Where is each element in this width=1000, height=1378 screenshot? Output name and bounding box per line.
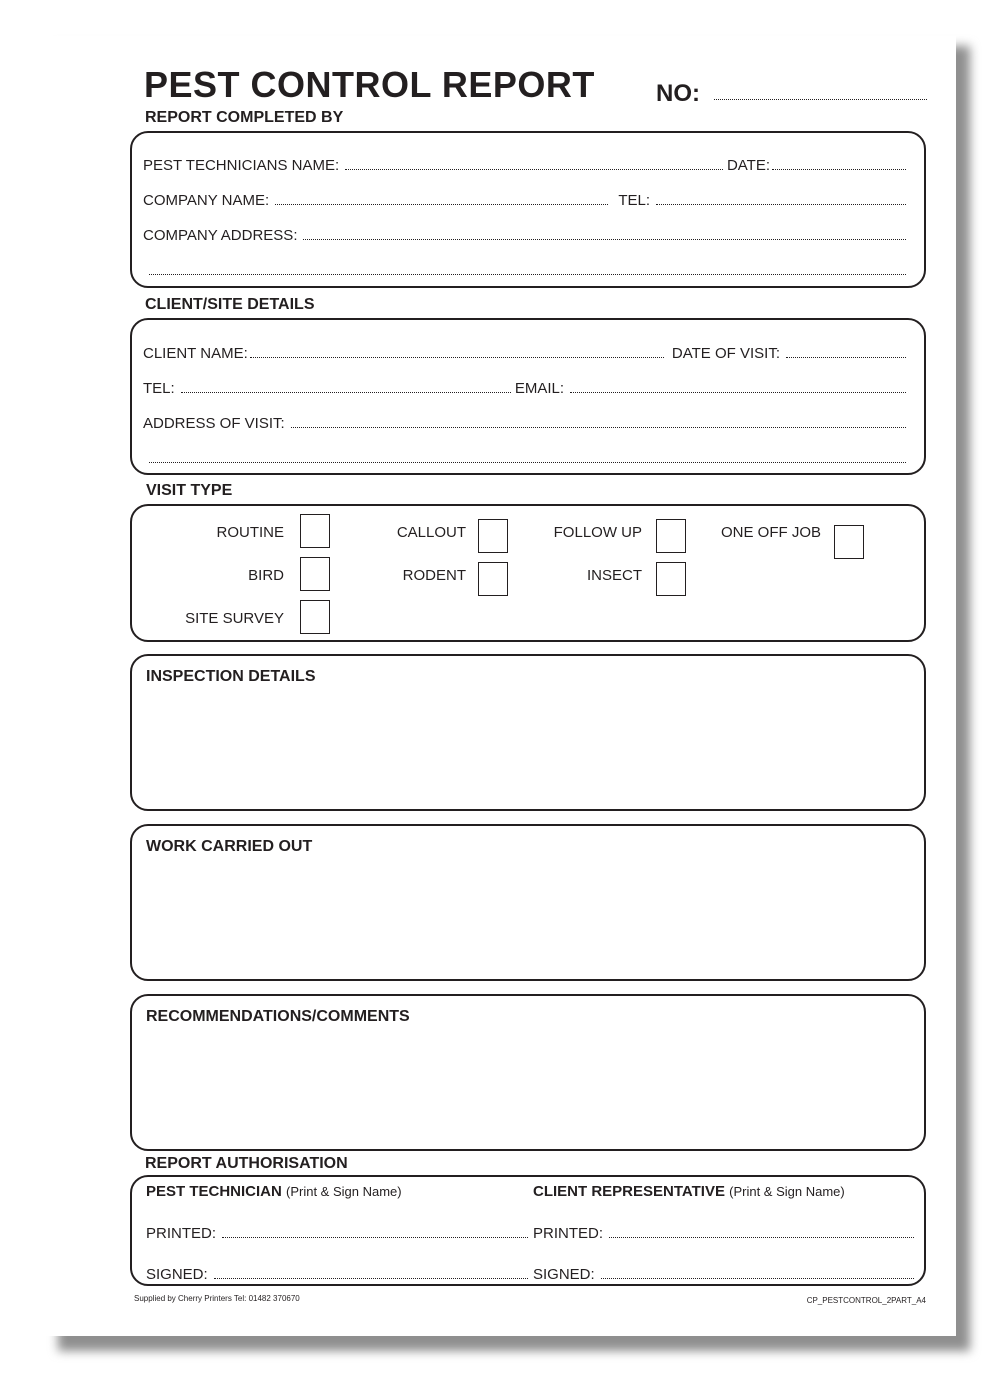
tech-printed-label: PRINTED:	[146, 1225, 217, 1242]
inspection-details-box[interactable]	[130, 654, 926, 811]
client-tel-field[interactable]	[181, 391, 511, 393]
client-auth-heading: CLIENT REPRESENTATIVE	[533, 1183, 725, 1200]
client-contact-row	[143, 377, 910, 397]
option-label-follow-up: FOLLOW UP	[553, 524, 642, 541]
option-label-site-survey: SITE SURVEY	[185, 610, 284, 627]
visit-address-row-2	[143, 447, 910, 467]
option-label-routine: ROUTINE	[216, 524, 284, 541]
date-label: DATE:	[726, 157, 770, 174]
form-page	[44, 36, 956, 1336]
company-address-label: COMPANY ADDRESS:	[143, 227, 298, 244]
company-address-field[interactable]	[303, 238, 906, 240]
client-printed-row	[533, 1222, 914, 1242]
company-name-field[interactable]	[275, 203, 608, 205]
section-heading-completed-by: REPORT COMPLETED BY	[145, 109, 344, 126]
option-label-insect: INSECT	[586, 567, 642, 584]
page-title: PEST CONTROL REPORT	[144, 64, 595, 105]
tech-signed-label: SIGNED:	[146, 1266, 208, 1283]
recommendations-box[interactable]	[130, 994, 926, 1151]
section-heading-authorisation: REPORT AUTHORISATION	[145, 1155, 348, 1172]
tech-auth-note: (Print & Sign Name)	[286, 1184, 402, 1199]
checkbox-one-off-job[interactable]	[834, 525, 864, 559]
tech-signed-field[interactable]	[214, 1277, 528, 1279]
visit-type-box	[130, 504, 926, 642]
footer-code: CP_PESTCONTROL_2PART_A4	[806, 1296, 926, 1305]
option-label-bird: BIRD	[248, 567, 284, 584]
email-field[interactable]	[570, 391, 906, 393]
company-tel-field[interactable]	[656, 203, 906, 205]
tech-printed-field[interactable]	[222, 1236, 528, 1238]
checkbox-callout[interactable]	[478, 519, 508, 553]
option-label-one-off-job: ONE OFF JOB	[721, 524, 822, 541]
company-address-field-2[interactable]	[149, 273, 906, 275]
section-heading-client: CLIENT/SITE DETAILS	[145, 296, 315, 313]
tech-printed-row	[146, 1222, 528, 1242]
company-name-label: COMPANY NAME:	[143, 192, 270, 209]
option-label-callout: CALLOUT	[396, 524, 466, 541]
tech-auth-heading: PEST TECHNICIAN	[146, 1183, 282, 1200]
email-label: EMAIL:	[514, 380, 564, 397]
client-tel-label: TEL:	[143, 380, 175, 397]
client-signed-field[interactable]	[601, 1277, 914, 1279]
company-address-row	[143, 224, 910, 244]
footer-supplier: Supplied by Cherry Printers Tel: 01482 370670	[134, 1294, 300, 1303]
client-auth-note: (Print & Sign Name)	[729, 1184, 845, 1199]
checkbox-follow-up[interactable]	[656, 519, 686, 553]
client-name-row	[143, 342, 910, 362]
section-heading-visit-type: VISIT TYPE	[146, 482, 233, 499]
tech-name-row	[143, 154, 910, 174]
client-auth-heading-group	[533, 1183, 845, 1200]
visit-address-field[interactable]	[291, 426, 906, 428]
client-signed-row	[533, 1263, 914, 1283]
work-carried-out-box[interactable]	[130, 824, 926, 981]
date-of-visit-label: DATE OF VISIT:	[671, 345, 780, 362]
checkbox-site-survey[interactable]	[300, 600, 330, 634]
authorisation-box	[130, 1175, 926, 1286]
option-label-rodent: RODENT	[402, 567, 466, 584]
tech-signed-row	[146, 1263, 528, 1283]
client-signed-label: SIGNED:	[533, 1266, 595, 1283]
checkbox-routine[interactable]	[300, 514, 330, 548]
client-name-field[interactable]	[250, 356, 664, 358]
tech-name-field[interactable]	[345, 168, 723, 170]
tech-name-label: PEST TECHNICIANS NAME:	[143, 157, 340, 174]
client-name-label: CLIENT NAME:	[143, 345, 248, 362]
company-address-row-2	[143, 259, 910, 279]
checkbox-rodent[interactable]	[478, 562, 508, 596]
work-carried-out-heading: WORK CARRIED OUT	[146, 838, 313, 855]
visit-address-label: ADDRESS OF VISIT:	[143, 415, 285, 432]
visit-address-row	[143, 412, 910, 432]
recommendations-heading: RECOMMENDATIONS/COMMENTS	[146, 1008, 410, 1025]
report-number-field[interactable]	[714, 98, 927, 100]
visit-address-field-2[interactable]	[149, 461, 906, 463]
client-printed-label: PRINTED:	[533, 1225, 604, 1242]
inspection-details-heading: INSPECTION DETAILS	[146, 668, 316, 685]
client-box	[130, 318, 926, 475]
checkbox-insect[interactable]	[656, 562, 686, 596]
client-printed-field[interactable]	[609, 1236, 914, 1238]
completed-by-box	[130, 131, 926, 288]
date-of-visit-field[interactable]	[786, 356, 906, 358]
tech-auth-heading-group	[146, 1183, 402, 1200]
company-row	[143, 189, 910, 209]
report-number-label: NO:	[656, 80, 700, 107]
checkbox-bird[interactable]	[300, 557, 330, 591]
company-tel-label: TEL:	[618, 192, 650, 209]
date-field[interactable]	[772, 168, 906, 170]
